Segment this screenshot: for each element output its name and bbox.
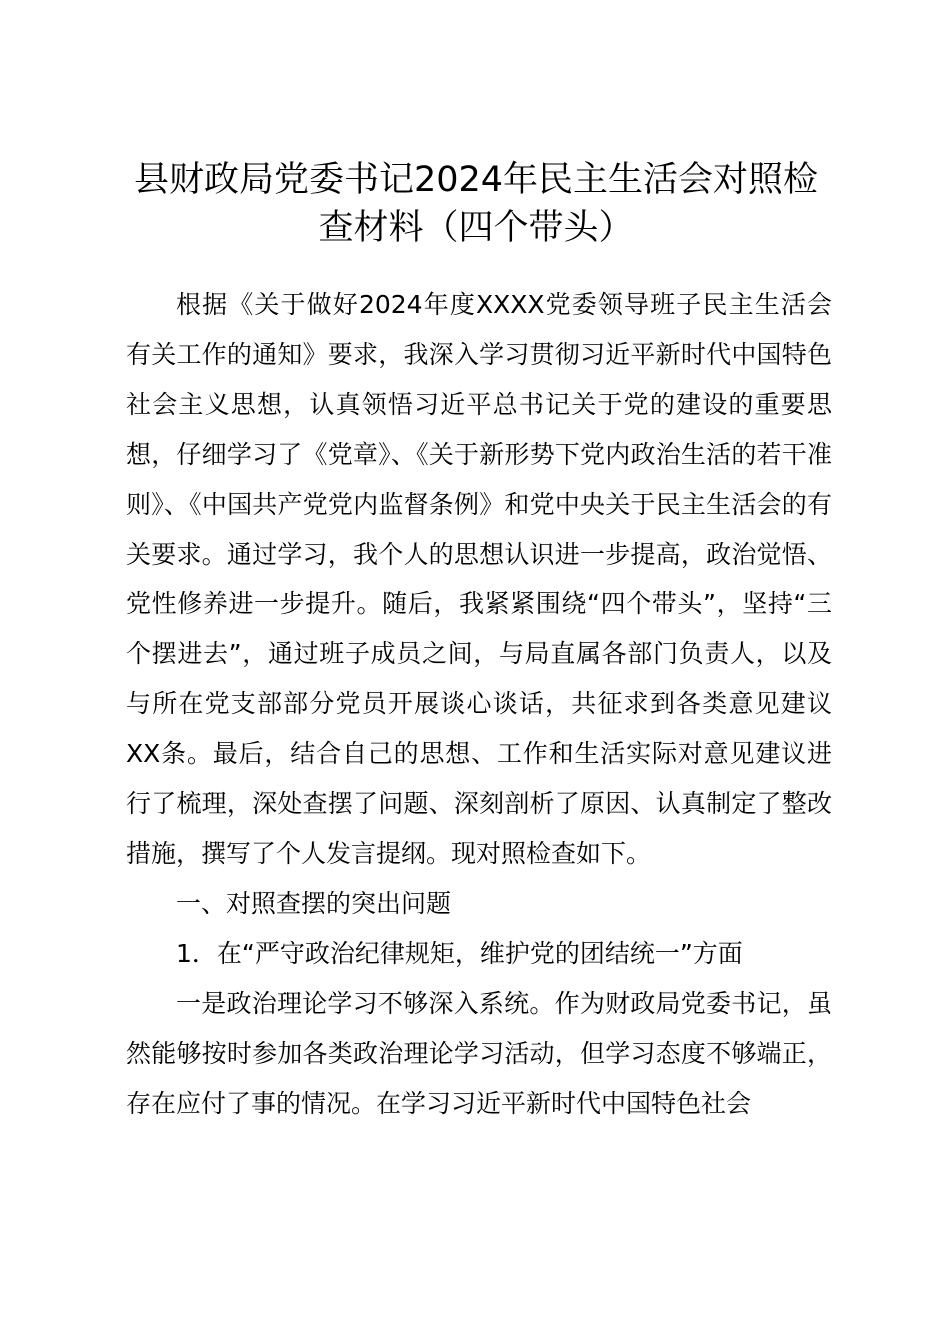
title-line-2: 查材料（四个带头） — [318, 208, 634, 248]
document-body — [126, 280, 832, 1128]
intro-paragraph: 根据《关于做好2024年度XXXX党委领导班子民主生活会有关工作的通知》要求，我深入学习贯彻习近平新时代中国特色社会主义思想，认真领悟习近平总书记关于党的建设的重要思想，仔细学习了《党章》、《关于新形势下党内政治生活的若干准则》、《中国共产党党内监督条例》和党中央关于民主生活会的有关要求。通过学习，我个人的思想认识进一步提高，政治觉悟、党性修养进一步提升。随后，我紧紧围绕“四个带头”，坚持“三个摆进去”，通过班子成员之间，与局直属各部门负责人，以及与所在党支部部分党员开展谈心谈话，共征求到各类意见建议XX条。最后，结合自己的思想、工作和生活实际对意见建议进行了梳理，深处查摆了问题、深刻剖析了原因、认真制定了整改措施，撰写了个人发言提纲。现对照检查如下。 — [126, 290, 832, 868]
document-title — [120, 156, 832, 252]
title-line-1: 县财政局党委书记2024年民主生活会对照检 — [133, 160, 819, 200]
body-paragraph: 一是政治理论学习不够深入系统。作为财政局党委书记，虽然能够按时参加各类政治理论学习活动，但学习态度不够端正，存在应付了事的情况。在学习习近平新时代中国特色社会 — [126, 988, 832, 1118]
section-heading: 一、对照查摆的突出问题 — [176, 888, 452, 918]
subsection-heading: 1．在“严守政治纪律规矩，维护党的团结统一”方面 — [176, 938, 743, 968]
